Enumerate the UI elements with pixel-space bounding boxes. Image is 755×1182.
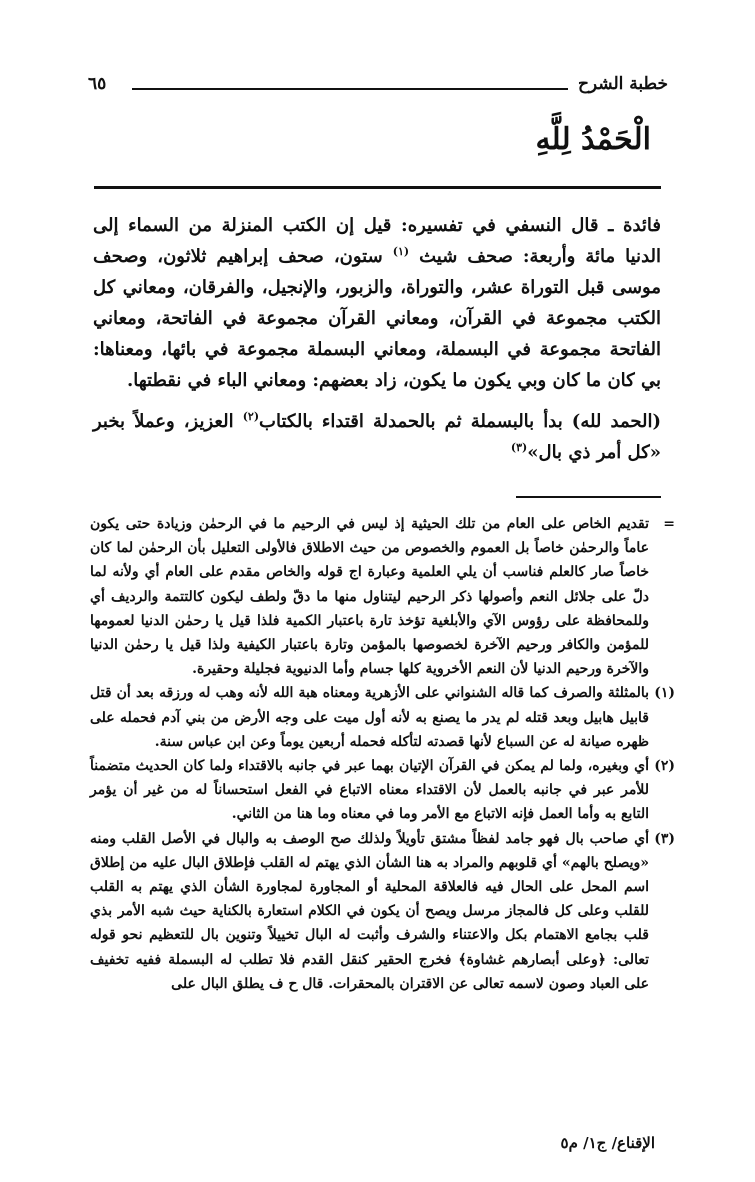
- footnotes: [90, 512, 675, 996]
- header-title: خطبة الشرح: [577, 74, 668, 94]
- running-header: [88, 74, 668, 100]
- footnote-1: [90, 681, 675, 754]
- footnote-ref-3[interactable]: (٣): [510, 441, 528, 454]
- footnote-text: بالمثلثة والصرف كما قاله الشنواني على الأزهرية ومعناه هبة الله لأنه وهب له ورزقه بعد أن قتل قابيل هابيل وبعد قتله لم يدر ما يصنع به لأنه أول ميت على وجه الأرض من بني آدم فحمله على ظهره صيانة له عن السباع لأنها قصدته لتأكله فحمله أربعين يوماً وعن ابن عباس سنة.: [90, 685, 649, 750]
- footnote-2: [90, 754, 675, 827]
- main-text: [93, 210, 661, 468]
- section-heading: الْحَمْدُ لِلَّهِ: [535, 122, 651, 157]
- footnote-ref-2[interactable]: (٢): [242, 410, 260, 423]
- footnote-text: تقديم الخاص على العام من تلك الحيثية إذ ليس في الرحيم ما في الرحمٰن وزيادة حتى يكون عاماً والرحمٰن خاصاً بل العموم والخصوص من حيث الاطلاق فالأولى التعليل بأن الرحمٰن لما كان خاصاً صار كالعلم فناسب أن يلي العلمية وعبارة اج قوله والخاص مقدم على العام أي ولأنه لما دلّ على جلائل النعم وأصولها ذكر الرحيم ليتناول منها ما دقّ ولطف ليكون كالتتمة والرديف أي وللمحافظة على رؤوس الآي والأبلغية تؤخذ تارة باعتبار الكمية فلذا قيل يا رحمٰن الدنيا لعمومها للمؤمن والكافر ورحيم الآخرة لخصوصها بالمؤمن وتارة باعتبار الكيفية ولذا قيل يا رحمٰن الدنيا والآخرة ورحيم الدنيا لأن النعم الأخروية كلها جسام وأما الدنيوية فجليلة وحقيرة.: [90, 516, 649, 678]
- heading-rule: [94, 186, 661, 189]
- para2-part-b: العزيز، وعملاً بخبر «كل أمر ذي بال»: [93, 411, 661, 463]
- footnote-3: [90, 827, 675, 996]
- footnote-ref-1[interactable]: (١): [392, 245, 410, 258]
- para2-part-a: (الحمد لله) بدأ بالبسملة ثم بالحمدلة اقتداء بالكتاب: [259, 411, 661, 432]
- footnote-text: أي وبغيره، ولما لم يمكن في القرآن الإتيان بهما عبر في جانبه بالاقتداء ولما كان الحديث متضمناً للأمر عبر في جانبه بالعمل لأن الاقتداء معناه الاتباع في الفعل استحساناً له من غير أن يؤمر التابع به وأما العمل فإنه الاتباع مع الأمر وما في معناه وما هنا من الثاني.: [90, 758, 649, 823]
- footnote-separator: [516, 496, 661, 498]
- header-rule: [132, 88, 568, 90]
- page-number: ٦٥: [88, 74, 107, 94]
- footnote-marker: (١): [654, 685, 675, 702]
- main-paragraph: [93, 406, 661, 468]
- main-paragraph: [93, 210, 661, 396]
- footnote-continued: [90, 512, 675, 681]
- para1-part-a: فائدة ـ قال النسفي في تفسيره: قيل إن الكتب المنزلة من السماء إلى الدنيا مائة وأربعة: صحف شيث: [93, 215, 661, 267]
- footnote-marker: =: [663, 516, 675, 532]
- footnote-marker: (٣): [654, 830, 675, 847]
- printer-signature: الإقناع/ ج١/ م٥: [560, 1134, 655, 1152]
- footnote-text: أي صاحب بال فهو جامد لفظاً مشتق تأويلاً ولذلك صح الوصف به والبال في الأصل القلب ومنه «ويصلح بالهم» أي قلوبهم والمراد به هنا الشأن الذي يهتم له القلب فإطلاق البال عليه من إطلاق اسم المحل على الحال فيه فالعلاقة المحلية أو المجاورة لمجاورة الشأن الذي يهتم به القلب للقلب وعلى كل فالمجاز مرسل ويصح أن يكون في الكلام استعارة بالكناية حيث شبه الأمر بذي قلب بجامع الاهتمام بكل والاعتناء والشرف وأثبت له البال تخييلاً وتنوين بال للتعظيم نحو قوله تعالى: ﴿وعلى أبصارهم غشاوة﴾ فخرج الحقير كنقل القدم فلا تطلب له البسملة ففيه تخفيف على العباد وصون لاسمه تعالى عن الاقتران بالمحقرات. قال ح ف يطلق البال على: [90, 830, 649, 992]
- footnote-marker: (٢): [654, 758, 675, 775]
- para1-part-b: ستون، صحف إبراهيم ثلاثون، وصحف موسى قبل التوراة عشر، والتوراة، والزبور، والإنجيل، والفرقان، ومعاني كل الكتب مجموعة في القرآن، ومعاني القرآن مجموعة في الفاتحة، ومعاني الفاتحة مجموعة في البسملة، ومعاني البسملة مجموعة في بائها، ومعناها: بي كان ما كان وبي يكون ما يكون، زاد بعضهم: ومعاني الباء في نقطتها.: [93, 246, 661, 391]
